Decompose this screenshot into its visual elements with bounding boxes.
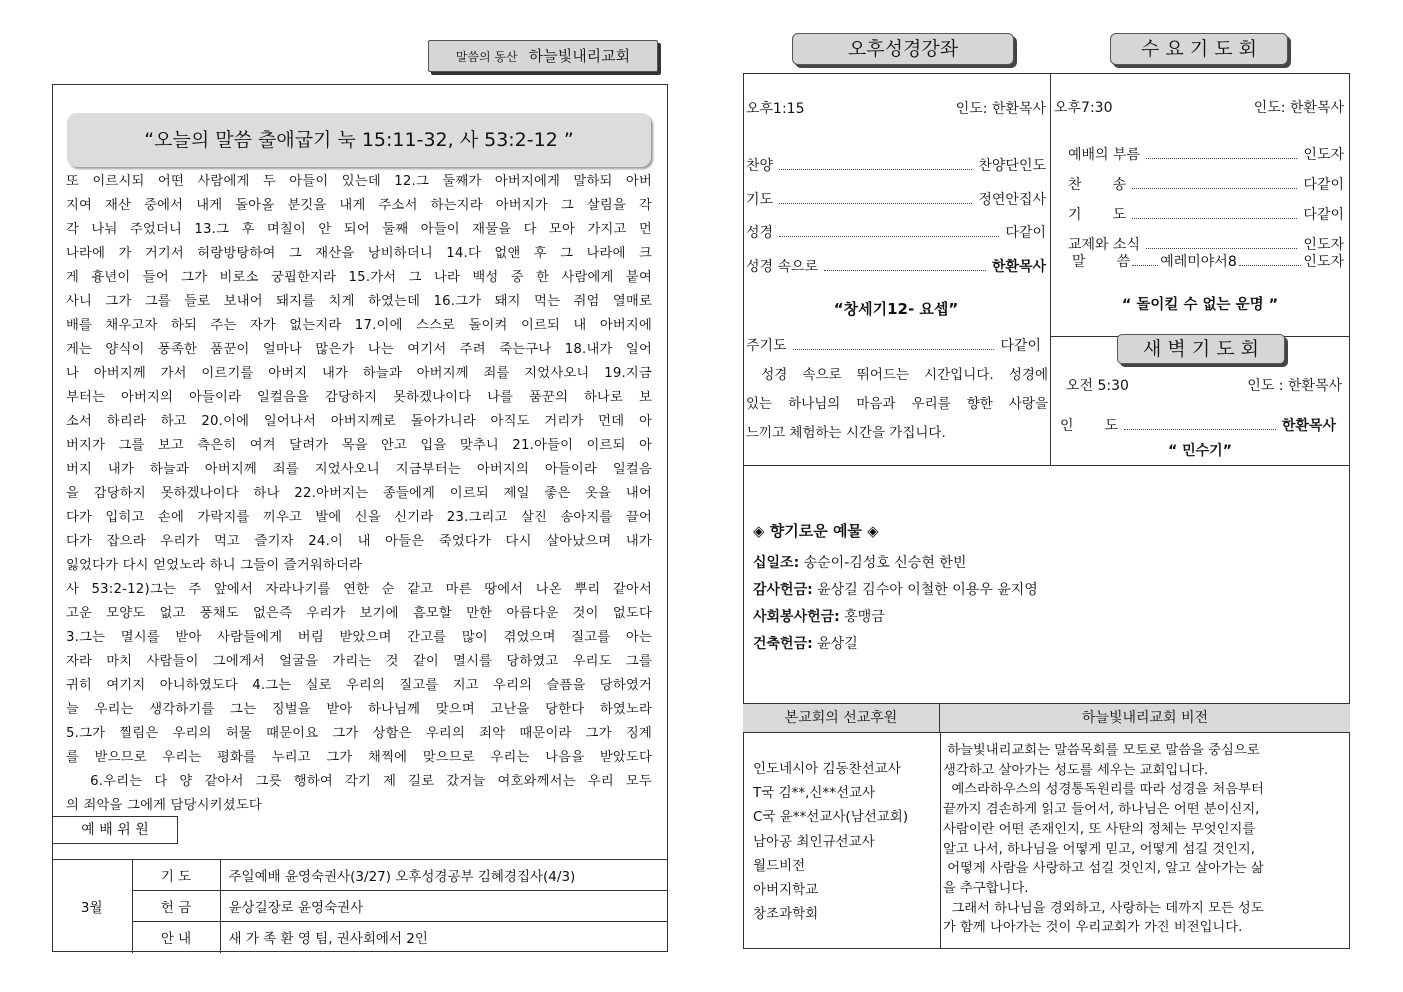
afternoon-sermon: “창세기12- 요셉” (833, 300, 959, 318)
committee-month: 3월 (52, 860, 132, 953)
committee-label: 예 배 위 원 (52, 816, 178, 844)
wednesday-label: 수 요 기 도 회 (1110, 33, 1288, 65)
offering-row (753, 604, 1333, 631)
offering-row (753, 550, 1333, 577)
leader-dots (779, 157, 972, 170)
scripture-line: 나라에 가 거기서 허랑방탕하여 그 재산을 낭비하더니 14.다 없앤 후 그 나라에 크 (66, 246, 652, 261)
order-item-name: 기 도 (1068, 207, 1127, 223)
scripture-title: “오늘의 말씀 출애굽기 눅 15:11-32, 사 53:2-12 ” (67, 113, 651, 167)
offering-label: 감사헌금: (753, 582, 813, 598)
scripture-line: 귀히 여기지 아니하였도다 4.그는 실로 우리의 질고를 지고 우리의 슬픔을 당하였거 (66, 678, 652, 693)
leader-dots (1146, 146, 1297, 159)
dawn-header (1066, 375, 1342, 395)
scripture-line: 잃었다가 다시 얻었노라 하니 그들이 즐거워하더라 (66, 558, 363, 573)
afternoon-description (746, 361, 1048, 448)
order-item-name: 예배의 부름 (1068, 147, 1141, 163)
church-header (428, 40, 658, 72)
order-item-name: 찬 송 (1068, 177, 1127, 193)
leader-dots (779, 224, 999, 237)
order-item-value: 찬양단인도 (978, 158, 1046, 174)
scripture-line: 부터는 아버지의 아들이라 일컬음을 감당하지 못하겠나이다 나를 품꾼의 하나로 보 (66, 390, 652, 405)
wednesday-title: “ 돌이킬 수 없는 운명 ” (1121, 297, 1279, 313)
dawn-title: “ 민수기” (1168, 443, 1232, 459)
committee-value: 윤상길장로 윤영숙권사 (220, 891, 668, 922)
committee-role: 기 도 (132, 860, 220, 891)
order-item-value: 정연안집사 (978, 191, 1046, 208)
order-item-name: 찬양 (746, 158, 774, 174)
vision-line: 하늘빛내리교회는 말씀목회를 모토로 말씀을 중심으로 (943, 743, 1260, 758)
wednesday-header (1054, 97, 1344, 117)
leader-dots (779, 191, 972, 204)
offering-names: 윤상길 김수아 이철한 이용우 윤지영 (812, 582, 1038, 598)
scripture-text (66, 170, 652, 818)
description-line: 느끼고 체험하는 시간을 가집니다. (746, 425, 946, 441)
scripture-line: 소서 하리라 하고 20.이에 일어나서 아버지께로 돌아가니라 아직도 거리가 먼데 아 (66, 414, 652, 429)
afternoon-label: 오후성경강좌 (792, 33, 1014, 65)
services-bottom-line (743, 465, 1350, 466)
vision-line: 그래서 하나님을 경외하고, 사랑하는 데까지 모든 성도 (943, 900, 1264, 916)
dawn-item: 인 도 한환목사 (1060, 418, 1336, 434)
offering-names: 윤상길 (812, 636, 858, 652)
scripture-line: 다가 잡으라 우리가 먹고 즐기자 24.이 내 아들은 죽었다가 다시 살아났으며 내가 (66, 534, 652, 549)
leader-dots (1132, 176, 1297, 189)
afternoon-time: 오후1:15 (746, 101, 805, 117)
committee-role: 안 내 (132, 922, 220, 953)
vision-line: 알고 나서, 하나님을 어떻게 믿고, 어떻게 섬길 것인지, (943, 841, 1256, 857)
afternoon-leader: 인도: 한환목사 (955, 101, 1046, 117)
order-item (1068, 174, 1344, 194)
scripture-line: 다가 입히고 손에 가락지를 끼우고 발에 신을 신기라 23.그리고 살진 송아지를 끌어 (66, 510, 652, 525)
vision-text (943, 741, 1347, 938)
offering-row (753, 631, 1333, 658)
mission-item: 남아공 최인규선교사 (753, 833, 875, 850)
committee-role: 헌 금 (132, 891, 220, 922)
scripture-line: 버지가 그를 보고 측은히 여겨 달려가 목을 안고 입을 맞추니 21.아들이 이르되 아 (66, 438, 652, 453)
order-item (746, 256, 1046, 276)
order-item-value: 다같이 (1005, 225, 1046, 241)
scripture-line: 를 받으므로 우리는 평화를 누리고 그가 채찍에 맞으므로 우리는 나음을 받았도다 (66, 750, 652, 765)
scripture-line: 게 흉년이 들어 그가 비로소 궁핍한지라 15.가서 그 나라 백성 중 한 사람에게 붙여 (66, 270, 652, 285)
scripture-line: 자라 마치 사람들이 그에게서 얼굴을 가리는 것 같이 멸시를 당하였고 우리도 그를 (66, 654, 652, 669)
vision-line: 예스라하우스의 성경통독원리를 따라 성경을 처음부터 (943, 782, 1264, 798)
order-item-value: 인도자 (1303, 147, 1344, 163)
scripture-line: 5.그가 찔림은 우리의 허물 때문이요 그가 상함은 우리의 죄악 때문이라 그가 징계 (66, 726, 652, 741)
vision-line: 사람이란 어떤 존재인지, 또 사탄의 정체는 무엇인지를 (943, 821, 1256, 837)
scripture-line: 6.우리는 다 양 같아서 그릇 행하여 각기 제 길로 갔거늘 여호와께서는 우리 모두 (66, 774, 652, 789)
leader-dots (1132, 206, 1297, 219)
afternoon-items (746, 155, 1046, 289)
order-item-value: 인도자 (1303, 237, 1344, 253)
missions-header: 본교회의 선교후원 (743, 703, 940, 733)
scripture-line: 의 죄악을 그에게 담당시키셨도다 (66, 798, 262, 813)
church-header-name: 하늘빛내리교회 (528, 47, 631, 65)
order-item-name: 성경 속으로 (746, 258, 819, 275)
committee-table (52, 859, 668, 953)
order-item (746, 222, 1046, 242)
offering-label: 건축헌금: (753, 636, 813, 652)
committee-value: 주일예배 윤영숙권사(3/27) 오후성경공부 김혜경집사(4/3) (220, 860, 668, 891)
committee-value: 새 가 족 환 영 팀, 권사회에서 2인 (228, 931, 428, 948)
dawn-label: 새 벽 기 도 회 (1117, 334, 1285, 364)
scripture-line: 또 이르시되 어떤 사람에게 두 아들이 있는데 12.그 둘째가 아버지에게 말하되 아버 (66, 174, 652, 189)
order-item (1068, 144, 1344, 164)
scripture-line: 을 감당하지 못하겠나이다 하나 22.아버지는 종들에게 이르되 제일 좋은 옷을 내어 (66, 486, 652, 501)
scripture-line: 지여 재산 중에서 내게 돌아올 분깃을 내게 주소서 하는지라 아버지가 그 살림을 각 (66, 198, 652, 213)
offering-label: 사회봉사헌금: (753, 609, 840, 625)
wednesday-sermon-row: 말 씀 예레미야서8 인도자 (1072, 254, 1344, 270)
wednesday-time: 오후7:30 (1054, 100, 1113, 116)
offering-names: 홍맹금 (839, 609, 885, 625)
offering-names: 송순이-김성호 신승현 한빈 (799, 555, 967, 571)
order-item-value: 다같이 (1303, 207, 1344, 223)
missions-list (753, 757, 938, 926)
leader-dots (1146, 236, 1297, 249)
mission-item: T국 김**,신**선교사 (753, 785, 876, 802)
missions-divider (940, 733, 941, 949)
afternoon-section (746, 98, 1046, 118)
dawn-time: 오전 5:30 (1066, 378, 1129, 394)
scripture-line: 사니 그가 그를 들로 보내어 돼지를 치게 하였는데 16.그가 돼지 먹는 쥐엄 열매로 (66, 294, 652, 309)
order-item (746, 189, 1046, 209)
scripture-line: 게는 양식이 풍족한 품꾼이 얼마나 많은가 나는 여기서 주려 죽는구나 18.내가 일어 (66, 342, 652, 357)
order-item-name: 교제와 소식 (1068, 237, 1141, 253)
scripture-line: 고운 모양도 없고 풍채도 없은즉 우리가 보기에 흠모할 만한 아름다운 것이 없도다 (66, 606, 652, 621)
mission-item: 월드비전 (753, 857, 806, 874)
vision-line: 을 추구합니다. (943, 880, 1029, 896)
afternoon-closing: 주기도 다같이 (746, 338, 1041, 354)
vision-line: 가 함께 나아가는 것이 우리교회가 가진 비전입니다. (943, 920, 1243, 936)
scripture-line: 사 53:2-12)그는 주 앞에서 자라나기를 연한 순 같고 마른 땅에서 나온 뿌리 같아서 (66, 582, 652, 597)
mission-item: 인도네시아 김동찬선교사 (753, 761, 901, 777)
scripture-line: 나 아버지께 가서 이르기를 아버지 내가 하늘과 아버지께 죄를 지었사오니 19.지금 (66, 366, 652, 381)
order-item-name: 성경 (746, 225, 774, 241)
leader-dots (824, 258, 986, 271)
scripture-line: 버지 내가 하늘과 아버지께 죄를 지었사오니 지금부터는 아버지의 아들이라 일컬음 (66, 462, 652, 477)
order-item-value: 다같이 (1303, 177, 1344, 193)
offerings-section (753, 520, 1333, 658)
mission-item: 창조과학회 (753, 906, 819, 923)
order-item (1068, 204, 1344, 224)
scripture-line: 늘 우리는 생각하기를 그는 징벌을 받아 하나님께 맞으며 고난을 당한다 하였노라 (66, 702, 652, 717)
order-item-value: 한환목사 (991, 258, 1046, 275)
vision-header: 하늘빛내리교회 비전 (940, 703, 1350, 733)
church-header-sub: 말씀의 동산 (455, 50, 518, 64)
offerings-title: ◈ 향기로운 예물 ◈ (753, 522, 879, 540)
wednesday-items (1068, 144, 1344, 264)
scripture-line: 3.그는 멸시를 받아 사람들에게 버림 받았으며 간고를 많이 겪었으며 질고를 아는 (66, 630, 652, 645)
order-item (746, 155, 1046, 175)
mission-item: 아버지학교 (753, 882, 819, 899)
offering-label: 십일조: (753, 555, 800, 571)
scripture-line: 배를 채우고자 하되 주는 자가 없는지라 17.이에 스스로 돌이켜 이르되 내 아버지에 (66, 318, 652, 333)
order-item-name: 기도 (746, 191, 774, 208)
dawn-leader: 인도 : 한환목사 (1247, 378, 1342, 394)
vision-line: 끝까지 겸손하게 읽고 들어서, 하나님은 어떤 분이신지, (943, 802, 1260, 818)
vertical-divider (1050, 73, 1051, 465)
description-line: 성경 속으로 뛰어드는 시간입니다. 성경에 (746, 367, 1048, 383)
mission-item: C국 윤**선교사(남선교회) (753, 809, 909, 826)
vision-line: 어떻게 사람을 사랑하고 섬길 것인지, 알고 살아가는 삶 (943, 861, 1264, 877)
vision-line: 생각하고 살아가는 성도를 세우는 교회입니다. (943, 762, 1209, 778)
scripture-line: 각 나눠 주었더니 13.그 후 며칠이 안 되어 둘째 아들이 재물을 다 모아 가지고 먼 (66, 222, 652, 237)
wednesday-leader: 인도: 한환목사 (1253, 100, 1344, 116)
description-line: 있는 하나님의 마음과 우리를 향한 사랑을 (746, 396, 1048, 412)
offering-row (753, 577, 1333, 604)
